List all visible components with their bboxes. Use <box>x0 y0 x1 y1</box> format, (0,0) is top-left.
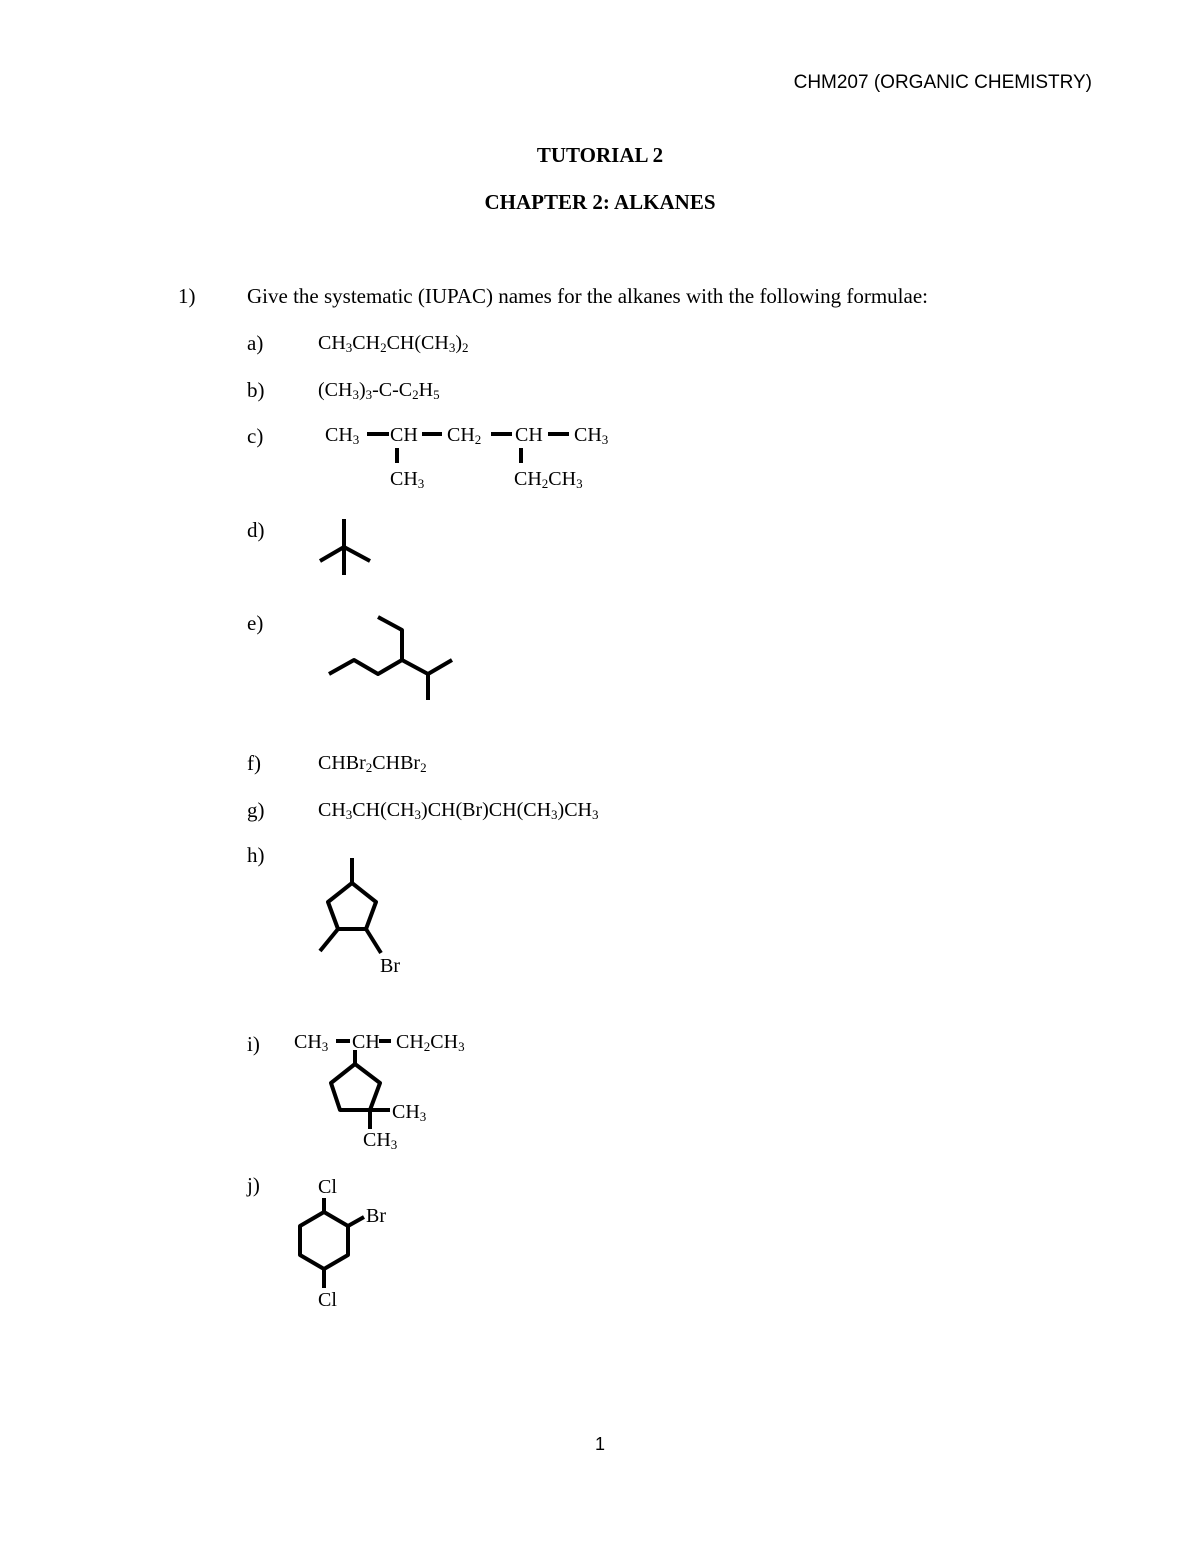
question-number: 1) <box>178 284 196 308</box>
c-ch-2: CH <box>515 424 543 446</box>
item-label-d: d) <box>247 518 265 542</box>
h-br-bond <box>366 929 381 953</box>
item-label-e: e) <box>247 611 264 635</box>
i-ch3-right: $CH_3$ <box>392 1101 427 1124</box>
i-ethyl: $CH_2CH_3$ <box>396 1031 465 1054</box>
i-ring <box>331 1064 380 1110</box>
i-ch3-bottom: $CH_3$ <box>363 1129 398 1152</box>
j-br-bond <box>348 1217 364 1226</box>
formula-a: $CH_3CH_2CH(CH_3)_2$ <box>318 332 469 355</box>
page-header: CHM207 (ORGANIC CHEMISTRY) <box>793 72 1092 93</box>
formula-b: $(CH_3)_3-C-C_2H_5$ <box>318 379 440 402</box>
j-br: Br <box>366 1205 386 1227</box>
d-skeleton <box>320 519 370 575</box>
h-br-label: Br <box>380 955 400 977</box>
item-label-i: i) <box>247 1032 260 1056</box>
item-label-a: a) <box>247 331 264 355</box>
item-label-b: b) <box>247 378 265 402</box>
tutorial-title: TUTORIAL 2 <box>536 143 664 167</box>
page-number: 1 <box>594 1434 605 1454</box>
c-ch-1: CH <box>390 424 418 446</box>
h-methyl-left <box>320 929 338 951</box>
chapter-title: CHAPTER 2: ALKANES <box>484 190 716 214</box>
e-ethyl-branch <box>378 617 402 660</box>
c-ch3-left: $CH_3$ <box>325 424 360 447</box>
item-label-c: c) <box>247 424 264 448</box>
c-ethyl-branch: $CH_2CH_3$ <box>514 468 583 491</box>
item-label-j: j) <box>247 1173 260 1197</box>
item-label-g: g) <box>247 798 265 822</box>
i-ch: CH <box>352 1031 380 1053</box>
c-ch3-right: $CH_3$ <box>574 424 609 447</box>
j-cl-top: Cl <box>318 1176 337 1198</box>
c-ch2-mid: $CH_2$ <box>447 424 482 447</box>
item-label-f: f) <box>247 751 261 775</box>
e-main-chain <box>329 660 452 674</box>
h-ring <box>328 883 376 929</box>
formula-f: CHBr$_2$CHBr$_2$ <box>318 752 427 775</box>
j-cl-bottom: Cl <box>318 1289 337 1311</box>
question-text: Give the systematic (IUPAC) names for the alkanes with the following formulae: <box>247 284 928 308</box>
formula-g: $CH_3CH(CH_3)CH(Br)CH(CH_3)CH_3$ <box>318 799 599 822</box>
i-ch3-left: $CH_3$ <box>294 1031 329 1054</box>
item-label-h: h) <box>247 843 265 867</box>
j-ring <box>300 1212 348 1269</box>
c-bonds <box>367 434 569 463</box>
c-ch3-branch: $CH_3$ <box>390 468 425 491</box>
